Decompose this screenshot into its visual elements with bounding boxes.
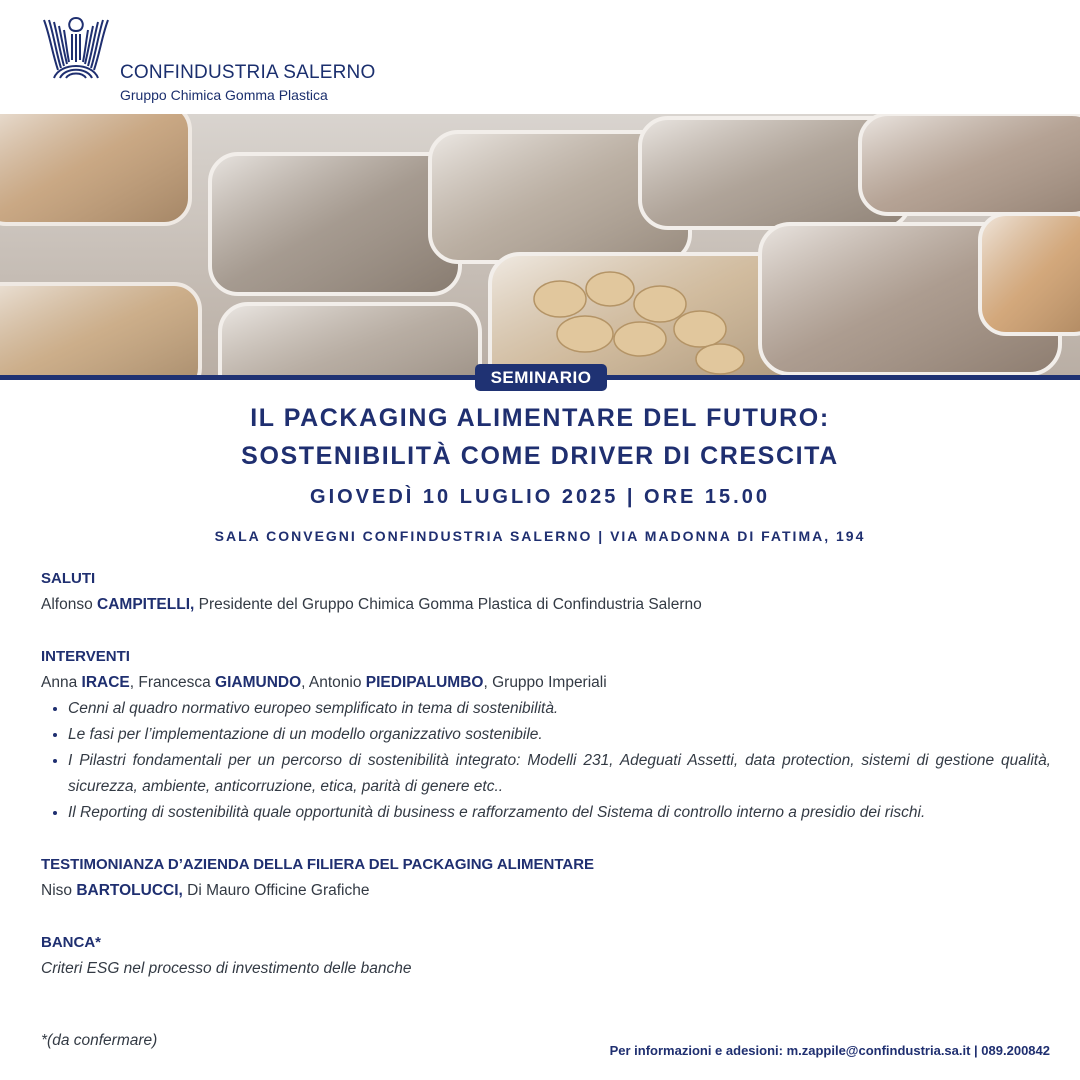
topic-item: • Il Reporting di sostenibilità quale opportunità di business e rafforzamento del Sistema di controllo interno a presidio dei rischi. [68,800,1051,826]
saluti-speaker: Alfonso CAMPITELLI, Presidente del Gruppo Chimica Gomma Plastica di Confindustria Salerno [41,596,702,613]
seminario-badge: SEMINARIO [475,364,607,391]
banca-topic: Criteri ESG nel processo di investimento delle banche [41,960,412,977]
contact-info: Per informazioni e adesioni: m.zappile@confindustria.sa.it | 089.200842 [609,1043,1050,1058]
brand-subtitle: Gruppo Chimica Gomma Plastica [120,87,328,103]
event-date: GIOVEDÌ 10 LUGLIO 2025 | ORE 15.00 [310,486,770,508]
interventi-heading: INTERVENTI [41,648,130,665]
topic-item: • I Pilastri fondamentali per un percorso di sostenibilità integrato: Modelli 231, Adeguati Assetti, data protection, sistemi di gestione qualità, sicurezza, ambiente, anticorruzione, etica, parità di genere etc.. [68,748,1051,800]
brand-name: CONFINDUSTRIA SALERNO [120,62,376,83]
banca-heading: BANCA* [41,934,101,951]
topic-item: • Le fasi per l’implementazione di un modello organizzativo sostenibile. [68,722,1051,748]
program-content [41,566,1051,982]
testimonianza-speaker: Niso BARTOLUCCI, Di Mauro Officine Grafiche [41,882,370,899]
event-venue: SALA CONVEGNI CONFINDUSTRIA SALERNO | VIA MADONNA DI FATIMA, 194 [214,528,866,544]
confindustria-eagle-logo [40,12,112,82]
interventi-topics [41,696,1051,826]
saluti-heading: SALUTI [41,570,96,587]
footnote: *(da confermare) [41,1032,158,1049]
testimonianza-heading: TESTIMONIANZA D’AZIENDA DELLA FILIERA DEL PACKAGING ALIMENTARE [41,856,595,873]
title-line-1: IL PACKAGING ALIMENTARE DEL FUTURO: [250,404,830,432]
topic-item: • Cenni al quadro normativo europeo semplificato in tema di sostenibilità. [68,696,1051,722]
title-line-2: SOSTENIBILITÀ COME DRIVER DI CRESCITA [241,442,839,470]
interventi-speakers: Anna IRACE, Francesca GIAMUNDO, Antonio PIEDIPALUMBO, Gruppo Imperiali [41,674,607,691]
packaging-trays-photo [0,114,1080,376]
